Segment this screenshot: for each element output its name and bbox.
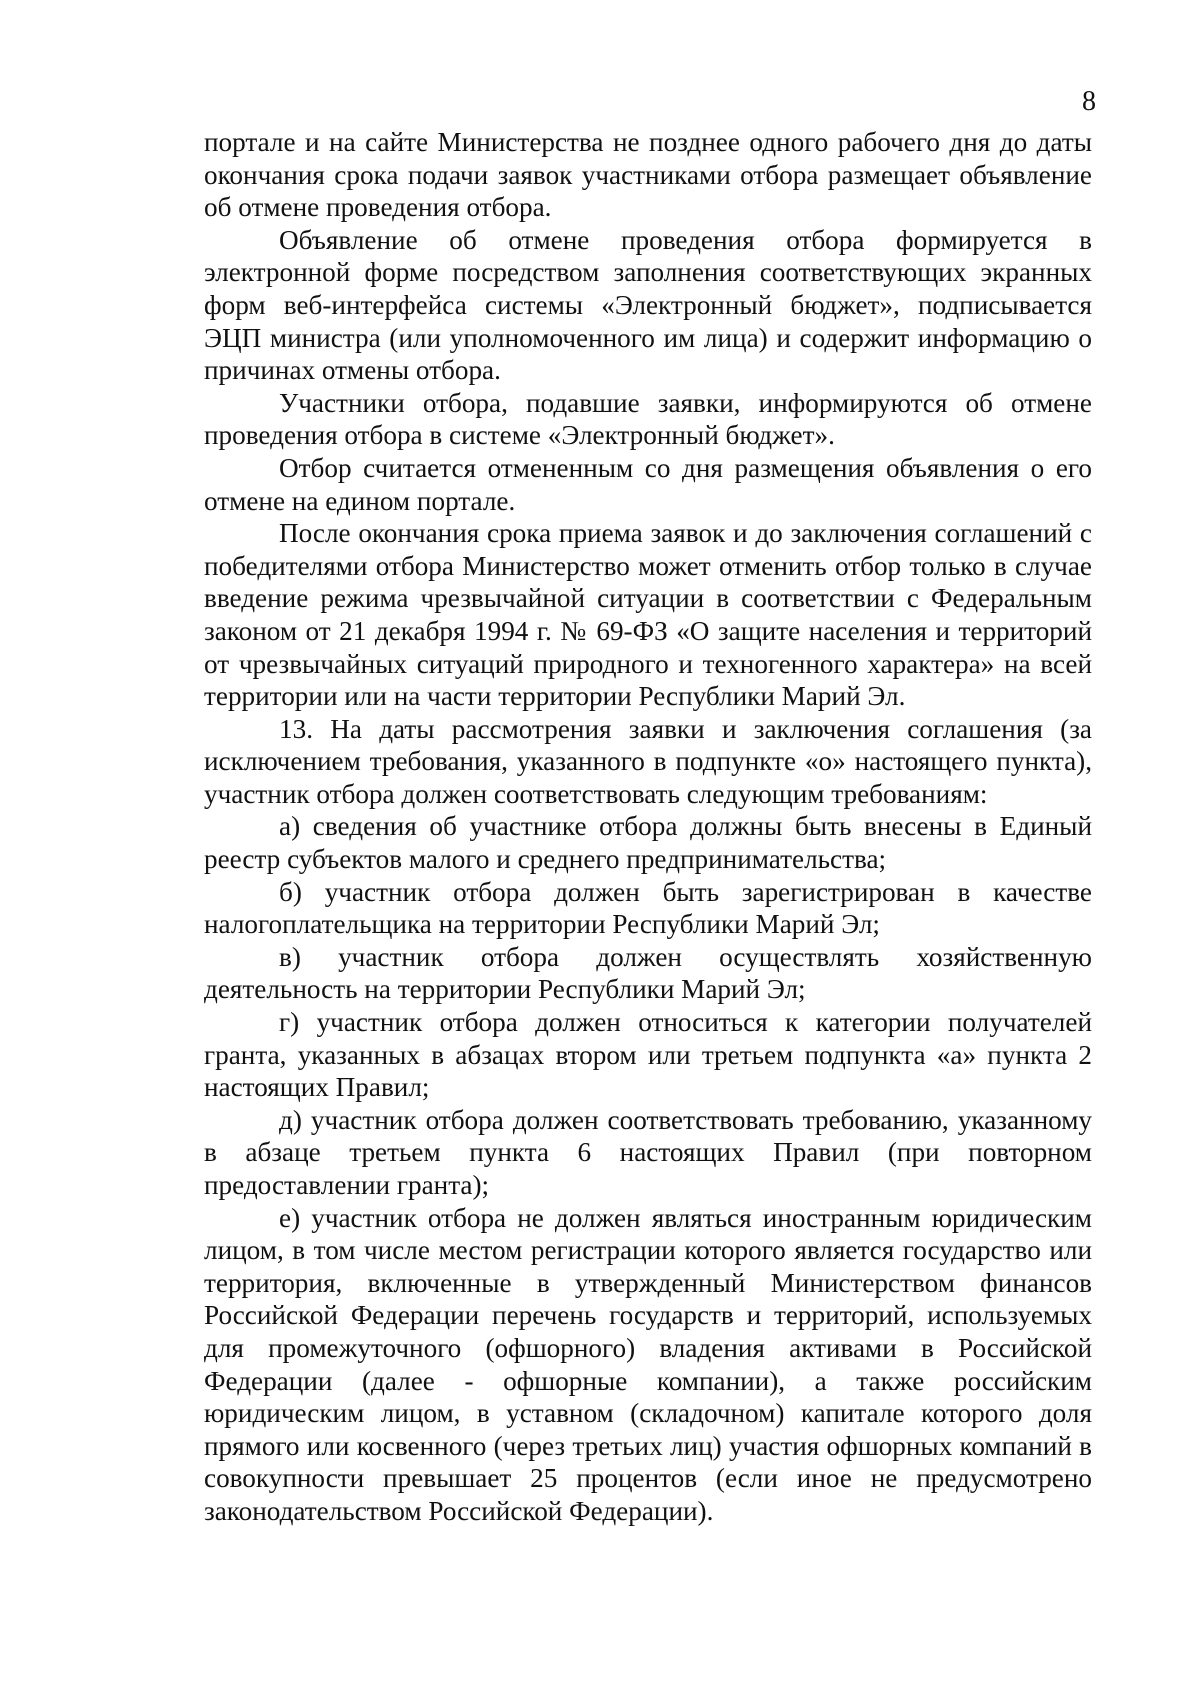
paragraph-item-a: а) сведения об участнике отбора должны быть внесены в Единый реестр субъектов малого и среднего предпринимательства; — [204, 811, 1092, 875]
document-body — [204, 126, 1092, 1528]
paragraph-item-d: д) участник отбора должен соответствовать требованию, указанному в абзаце третьем пункта 6 настоящих Правил (при повторном предоставлении гранта); — [204, 1104, 1092, 1200]
page-number: 8 — [1082, 86, 1096, 117]
paragraph-participants-informed: Участники отбора, подавшие заявки, информируются об отмене проведения отбора в системе «Электронный бюджет». — [204, 387, 1092, 451]
paragraph-selection-cancelled: Отбор считается отмененным со дня размещения объявления о его отмене на едином портале. — [204, 452, 1092, 516]
paragraph-emergency-cancellation: После окончания срока приема заявок и до заключения соглашений с победителями отбора Министерство может отменить отбор только в случае введение режима чрезвычайной ситуации в соответствии с Федеральным законом от 21 декабря 1994 г. № 69-ФЗ «О защите населения и территорий от чрезвычайных ситуаций природного и техногенного характера» на всей территории или на части территории Республики Марий Эл. — [204, 518, 1092, 712]
paragraph-item-b: б) участник отбора должен быть зарегистрирован в качестве налогоплательщика на территории Республики Марий Эл; — [204, 876, 1092, 940]
paragraph-cancellation-announcement: Объявление об отмене проведения отбора формируется в электронной форме посредством заполнения соответствующих экранных форм веб-интерфейса системы «Электронный бюджет», подписывается ЭЦП министра (или уполномоченного им лица) и содержит информацию о причинах отмены отбора. — [204, 224, 1092, 386]
paragraph-item-g: г) участник отбора должен относиться к категории получателей гранта, указанных в абзацах втором или третьем подпункта «а» пункта 2 настоящих Правил; — [204, 1007, 1092, 1103]
paragraph-continuation: портале и на сайте Министерства не позднее одного рабочего дня до даты окончания срока подачи заявок участниками отбора размещает объявление об отмене проведения отбора. — [204, 127, 1092, 223]
paragraph-item-13: 13. На даты рассмотрения заявки и заключения соглашения (за исключением требования, указанного в подпункте «о» настоящего пункта), участник отбора должен соответствовать следующим требованиям: — [204, 713, 1092, 809]
paragraph-item-e: е) участник отбора не должен являться иностранным юридическим лицом, в том числе местом регистрации которого является государство или территория, включенные в утвержденный Министерством финансов Российской Федерации перечень государств и территорий, используемых для промежуточного (офшорного) владения активами в Российской Федерации (далее - офшорные компании), а также российским юридическим лицом, в уставном (складочном) капитале которого доля прямого или косвенного (через третьих лиц) участия офшорных компаний в совокупности превышает 25 процентов (если иное не предусмотрено законодательством Российской Федерации). — [204, 1202, 1092, 1526]
paragraph-item-v: в) участник отбора должен осуществлять хозяйственную деятельность на территории Республики Марий Эл; — [204, 941, 1092, 1005]
